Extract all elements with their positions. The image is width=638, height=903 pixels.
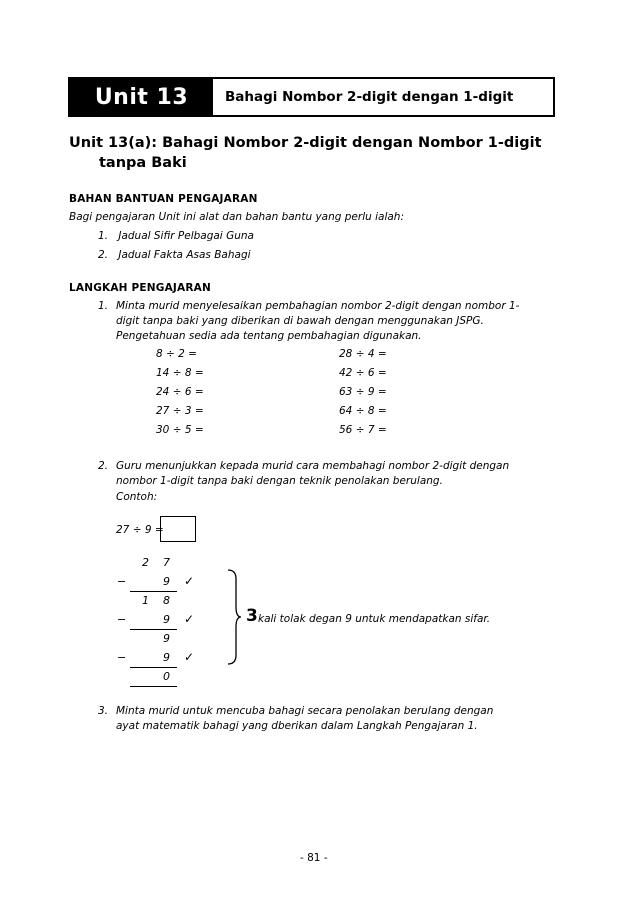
answer-box xyxy=(160,516,196,542)
bahan-intro: Bagi pengajaran Unit ini alat dan bahan bantu yang perlu ialah: xyxy=(69,211,405,223)
check-icon: ✓ xyxy=(184,650,195,664)
bahan-item-text: Jadual Fakta Asas Bahagi xyxy=(118,249,251,261)
dividend-ones: 7 xyxy=(163,556,170,569)
curly-brace-icon xyxy=(226,569,242,665)
remainder-ones: 8 xyxy=(163,594,170,607)
section-title-line1: Unit 13(a): Bahagi Nombor 2-digit dengan Nombor 1-digit xyxy=(69,135,542,151)
step1-line: Pengetahuan sedia ada tentang pembahagian digunakan. xyxy=(116,330,422,342)
step2-number: 2. xyxy=(98,460,109,472)
step1-line: digit tanpa baki yang diberikan di bawah dengan menggunakan JSPG. xyxy=(116,315,484,327)
subtraction-line xyxy=(130,591,177,592)
check-icon: ✓ xyxy=(184,612,195,626)
step1-line: Minta murid menyelesaikan pembahagian nombor 2-digit dengan nombor 1- xyxy=(116,300,520,312)
dividend-tens: 2 xyxy=(142,556,149,569)
division-fact: 8 ÷ 2 = xyxy=(156,348,197,360)
example-label: Contoh: xyxy=(116,491,158,503)
subtraction-line xyxy=(130,667,177,668)
division-fact: 28 ÷ 4 = xyxy=(339,348,387,360)
unit-label: Unit 13 xyxy=(70,79,213,115)
langkah-heading: LANGKAH PENGAJARAN xyxy=(69,282,211,294)
subtraction-line xyxy=(130,629,177,630)
bahan-item-number: 1. xyxy=(98,230,109,242)
subtrahend: 9 xyxy=(163,575,170,588)
subtraction-line xyxy=(130,686,177,687)
remainder: 9 xyxy=(163,632,170,645)
remainder-tens: 1 xyxy=(142,594,149,607)
subtrahend: 9 xyxy=(163,613,170,626)
example-equation: 27 ÷ 9 = xyxy=(116,524,164,536)
division-fact: 27 ÷ 3 = xyxy=(156,405,204,417)
step2-line: nombor 1-digit tanpa baki dengan teknik penolakan berulang. xyxy=(116,475,443,487)
section-title-line2: tanpa Baki xyxy=(99,155,187,171)
bahan-item-text: Jadual Sifir Pelbagai Guna xyxy=(118,230,254,242)
bahan-item xyxy=(98,248,251,263)
unit-header xyxy=(68,77,555,117)
division-fact: 42 ÷ 6 = xyxy=(339,367,387,379)
division-fact: 24 ÷ 6 = xyxy=(156,386,204,398)
minus-sign: − xyxy=(117,651,127,664)
subtraction-count: 3 xyxy=(246,606,258,626)
minus-sign: − xyxy=(117,575,127,588)
bahan-item-number: 2. xyxy=(98,249,109,261)
check-icon: ✓ xyxy=(184,574,195,588)
division-fact: 30 ÷ 5 = xyxy=(156,424,204,436)
minus-sign: − xyxy=(117,613,127,626)
step1-number: 1. xyxy=(98,300,109,312)
subtrahend: 9 xyxy=(163,651,170,664)
step3-number: 3. xyxy=(98,705,109,717)
division-fact: 63 ÷ 9 = xyxy=(339,386,387,398)
unit-title: Bahagi Nombor 2-digit dengan 1-digit xyxy=(225,89,514,105)
page-number: - 81 - xyxy=(300,852,328,864)
final-remainder: 0 xyxy=(163,670,170,683)
step2-line: Guru menunjukkan kepada murid cara membahagi nombor 2-digit dengan xyxy=(116,460,510,472)
bahan-item xyxy=(98,229,254,244)
division-fact: 56 ÷ 7 = xyxy=(339,424,387,436)
step3-line: ayat matematik bahagi yang dberikan dalam Langkah Pengajaran 1. xyxy=(116,720,478,732)
step3-line: Minta murid untuk mencuba bahagi secara penolakan berulang dengan xyxy=(116,705,494,717)
division-fact: 64 ÷ 8 = xyxy=(339,405,387,417)
division-fact: 14 ÷ 8 = xyxy=(156,367,204,379)
subtraction-note: kali tolak degan 9 untuk mendapatkan sifar. xyxy=(258,613,491,625)
bahan-heading: BAHAN BANTUAN PENGAJARAN xyxy=(69,193,258,205)
